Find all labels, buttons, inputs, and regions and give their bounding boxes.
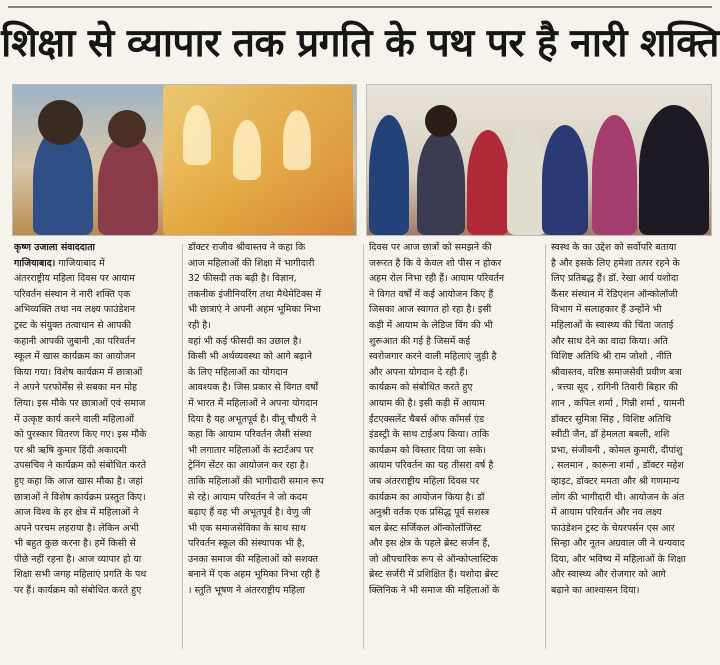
text-line: भी बहुत कुछ करना है। हमें किसी से [14,538,136,550]
text-line: हुए कहा कि आज खास मौका है। जहां [14,475,143,487]
text-line: और अपना योगदान दे रही हैं। [369,366,468,378]
text-line: में उत्कृष्ट कार्य करने वाली महिलाओं [14,413,134,425]
text-line: भी एक समाजसेविका के साथ साथ [188,522,306,534]
text-line: किसी भी अर्थव्यवस्था को आगे बढ़ाने [188,351,312,363]
text-line: और साथ देने का वादा किया। अति [551,335,668,347]
text-line: के लिए महिलाओं का योगदान [188,366,288,378]
text-line: अहम रोल निभा रही हैं। आयाम परिवर्तन [369,273,505,285]
text-line: ताकि महिलाओं की भागीदारी समान रूप [188,475,324,487]
text-line: है और इसके लिए हमेशा तत्पर रहने के [551,257,680,269]
column-divider [545,244,546,649]
text-line: पीछे नहीं रहना है। आज व्यापार हो या [14,553,142,565]
text-line: अनुश्री वर्तक एक प्रसिद्ध पूर्व सशस्त्र [369,507,490,519]
text-line: पर श्री ऋषि कुमार हिंदी अकादमी [14,444,127,456]
column-divider [182,244,183,649]
text-line: अपने परचम लहराया है। लेकिन अभी [14,522,139,534]
text-line: स्वीटी जैन, डॉ हेमलता बबली, शशि [551,429,670,441]
text-line: , त्रत्त्या सूद , रागिनी तिवारी बिहार की [551,382,678,394]
text-line: स्वस्थ के का उद्देश को सर्वोपरि बताया [551,242,677,253]
text-line: परिवर्तन संस्थान ने नारी शक्ति एक [14,288,131,300]
text-line: जो औपचारिक रूप से ऑन्कोप्लास्टिक [369,553,498,565]
text-line: स्वरोजगार करने वाली महिलाएं जुड़ी है [369,351,497,363]
text-line: व्हाइट, डॉक्टर ममता और श्री गणमान्य [551,475,680,487]
text-line: पर हैं। कार्यक्रम को संबोधित करते हुए [14,585,142,597]
text-line: विभाग में सलाहकार हैं उन्होंने भी [551,304,662,316]
text-line: ने अपने परफोर्मेंस से सबका मन मोह [14,382,138,394]
text-line: दिया है यह अभूतपूर्व है। वीनू चौधरी ने [188,413,317,425]
text-line: 32 फीसदी तक बढ़ी है। विज्ञान, [188,273,297,285]
text-line: ट्रेनिंग सेंटर का आयोजन कर रहा है। [188,460,309,472]
text-line: लिए प्रतिबद्ध हैं। डॉ. रेखा आर्य यशोदा [551,273,679,285]
text-line: शिक्षा सभी जगह महिलाएं प्रगति के पथ [14,569,147,581]
text-line: अभिव्यक्ति तथा नव लक्ष्य फाउंडेशन [14,304,136,316]
text-line: भी लगातार महिलाओं के स्टार्टअप पर [188,444,314,456]
text-line: रही है। [188,319,211,331]
text-line: उनका समाज की महिलाओं को सशक्त [188,553,318,565]
text-line: शान , कपिल शर्मा , गिन्नी शर्मा , यामनी [551,397,685,409]
text-line: कहा कि आयाम परिवर्तन जैसी संस्था [188,429,312,441]
byline: कृष्ण उजाला संवाददाता [14,242,95,253]
text-line: कैंसर संस्थान में रेडिएशन ऑन्कोलॉजी [551,288,678,300]
text-line: और स्वास्थ्य और रोजगार को आगे [551,569,666,581]
text-line: में भारत में महिलाओं ने अपना योगदान [188,397,318,409]
text-line: जिसका आज स्वागत हो रहा है। इसी [369,304,492,316]
text-line: बढ़ाने का आश्वासन दिया। [551,585,640,597]
text-line: । स्तुति भूषण ने अंतरराष्ट्रीय महिला [188,585,305,597]
text-line: क्लिनिक ने भी समाज की महिलाओं के [369,585,500,597]
event-photo-right [366,84,712,236]
text-line: ईंटएक्सलेंट चैबर्स ऑफ कॉमर्स एंड [369,413,485,425]
headline: शिक्षा से व्यापार तक प्रगति के पथ पर है नारी शक्ति [1,21,719,66]
text-line: किया गया। विशेष कार्यक्रम में छात्राओं [14,366,143,378]
article-column-4 [551,240,711,655]
text-line: कार्यक्रम को विस्तार दिया जा सके। [369,444,487,456]
text-line: आवश्यक है। जिस प्रकार से विगत वर्षों [188,382,319,394]
article-column-1 [14,240,178,655]
text-line: विशिष्ट अतिथि श्री राम जोशो , नीति [551,351,672,363]
text-line: छात्राओं ने विशेष कार्यक्रम प्रस्तुत किए। [14,491,146,503]
text-line: और इस क्षेत्र के पहले ब्रेस्ट सर्जन हैं, [369,538,491,550]
text-line: ट्रस्ट के संयुक्त तत्वाधान से आपकी [14,319,132,331]
text-line: प्रभा, संजीवनी , कोमल कुमारी, दीपांशु [551,444,683,456]
text-line: डॉक्टर सुमित्रा सिंह , विशिष्ट अतिथि [551,413,671,425]
text-line: फाउंडेशन ट्रस्ट के चेयरपर्सन एस आर [551,522,675,534]
text-line: आयाम की है। इसी कड़ी में आयाम [369,397,485,409]
text-line: आज विश्व के हर क्षेत्र में महिलाओं ने [14,507,139,519]
text-line: ब्रेस्ट सर्जरी में प्रशिक्षित हैं। यशोदा ब्रेस्ट [369,569,499,581]
text-line: तकनीक इंजीनियरिंग तथा मैथेमेटिक्स में [188,288,322,300]
article-column-3 [369,240,541,655]
text-line: गाजियाबाद में [58,257,105,269]
text-line: , सलमान , कारूना शर्मा , डॉक्टर महेश [551,460,684,472]
text-line: महिलाओं के स्वास्थ्य की चिंता जताई [551,319,674,331]
dateline: गाजियाबाद। [14,257,56,269]
text-line: सिन्हा और नूतन अग्रवाल जी ने धन्यवाद [551,538,685,550]
text-line: जब अंतरराष्ट्रीय महिला दिवस पर [369,475,480,487]
text-line: आयाम परिवर्तन का यह तीसरा वर्ष है [369,460,494,472]
text-line: में आयाम परिवर्तन और नव लक्ष्य [551,507,662,519]
text-line: अंतरराष्ट्रीय महिला दिवस पर आयाम [14,273,135,285]
text-line: लोग की भागीदारी थी। आयोजन के अंत [551,491,685,503]
text-line: वहां भी कई फीसदी का उछाल है। [188,335,302,347]
event-photo-left [12,84,357,236]
text-line: भी छात्राएं ने अपनी अहम भूमिका निभा [188,304,321,316]
text-line: श्रीवास्तव, वरिष्ठ समाजसेवी प्रवीण बत्रा [551,366,682,378]
text-line: परिवर्तन स्कूल की संस्थापक भी है, [188,538,305,550]
text-line: दिया, और भविष्य में महिलाओं के शिक्षा [551,553,686,565]
text-line: जरूरत है कि वे केवल शो पीस न होकर [369,257,502,269]
text-line: कार्यक्रम का आयोजन किया है। डॉ [369,491,485,503]
text-line: कहानी आपकी जुबानी ,का परिवर्तन [14,335,136,347]
text-line: स्कूल में खास कार्यक्रम का आयोजन [14,351,136,363]
text-line: कार्यक्रम को संबोधित करते हुए [369,382,473,394]
article-column-2 [188,240,359,655]
text-line: इंडस्ट्री के साथ टाईअप किया। ताकि [369,429,489,441]
text-line: बनाने में एक अहम भूमिका निभा रही है [188,569,320,581]
text-line: आज महिलाओं की शिक्षा में भागीदारी [188,257,315,269]
text-line: कड़ी में आयाम के लेडिज विंग की भी [369,319,493,331]
text-line: लिया। इस मौके पर छात्राओं एवं समाज [14,397,146,409]
text-line: शुरूआत की गई है जिसमें कई [369,335,471,347]
text-line: दिवस पर आज छात्रों को समझने की [369,242,492,253]
column-divider [363,244,364,649]
text-line: बल ब्रेस्ट सर्जिकल ऑन्कोलॉजिस्ट [369,522,482,534]
text-line: उपसचिव ने कार्यक्रम को संबोधित करते [14,460,147,472]
text-line: से रहे। आयाम परिवर्तन ने जो कदम [188,491,308,503]
text-line: डॉक्टर राजीव श्रीवास्तव ने कहा कि [188,242,306,253]
text-line: ने विगत वर्षों में कई आयोजन किए हैं [369,288,494,300]
top-rule [8,6,712,8]
text-line: बढ़ाए हैं वह भी अभूतपूर्व है। वेणु जी [188,507,311,519]
text-line: को पुरस्कार वितरण किए गए। इस मौके [14,429,147,441]
